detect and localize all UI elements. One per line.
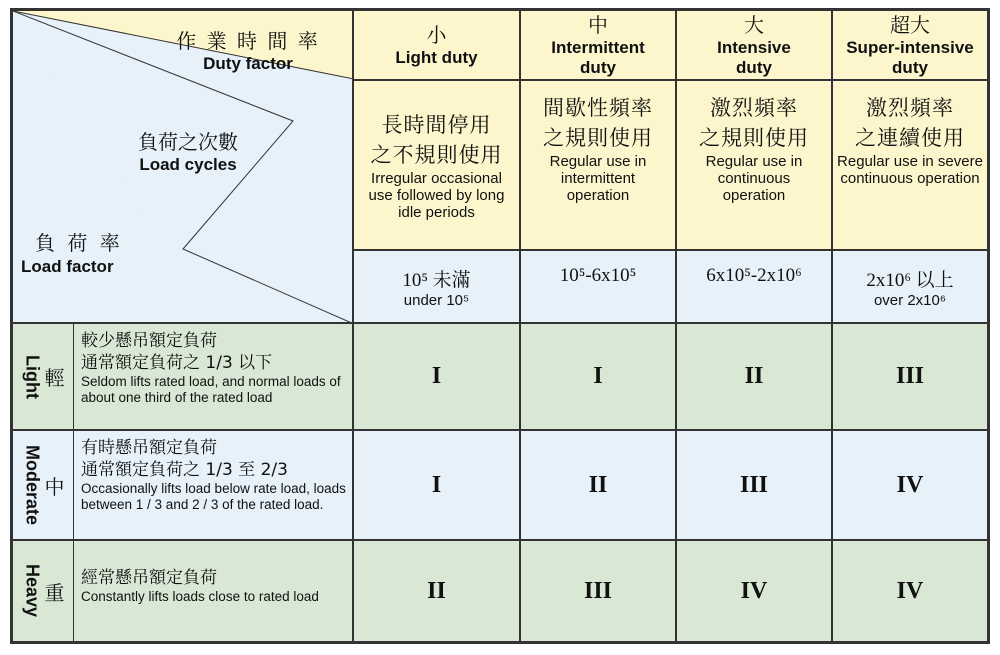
cycles-intermittent xyxy=(520,250,676,323)
col-header-light xyxy=(353,10,520,80)
row-desc-zh-1: 較少懸吊額定負荷 xyxy=(81,331,217,351)
desc-zh-2: 之不規則使用 xyxy=(370,142,503,167)
row-desc-zh-2: 通常額定負荷之 1/3 以下 xyxy=(81,353,273,373)
col-zh: 大 xyxy=(744,13,764,37)
row-label-zh: 重 xyxy=(44,580,65,605)
col-zh: 超大 xyxy=(890,13,930,37)
load-cycles-en: Load cycles xyxy=(139,155,237,174)
class-moderate-super-intensive: IV xyxy=(832,430,988,540)
row-label-zh: 輕 xyxy=(44,366,65,390)
cycles-light xyxy=(353,250,520,323)
desc-zh-1: 激烈頻率 xyxy=(866,96,954,120)
duty-classification-table xyxy=(10,8,990,644)
row-light-label xyxy=(12,323,353,430)
class-light-light: I xyxy=(353,323,520,430)
row-description xyxy=(81,437,348,513)
col-en: Light duty xyxy=(395,48,478,67)
col-header-intensive xyxy=(676,10,832,80)
col-en: Intensive duty xyxy=(717,38,791,77)
desc-zh-2: 之規則使用 xyxy=(543,126,653,150)
cycles-main: 10⁵-6x10⁵ xyxy=(559,265,637,286)
desc-en: Regular use in continuous operation xyxy=(705,153,803,204)
cycles-sub: under 10⁵ xyxy=(403,291,470,309)
row-category-cell xyxy=(13,431,74,539)
class-heavy-intensive: IV xyxy=(676,540,832,642)
row-desc-zh-2: 通常額定負荷之 1/3 至 2/3 xyxy=(81,460,288,480)
class-light-intermittent: I xyxy=(520,323,676,430)
desc-zh-1: 間歇性頻率 xyxy=(543,96,653,120)
row-category-cell xyxy=(13,324,74,429)
col-desc-super-intensive xyxy=(832,80,988,250)
col-header-intermittent xyxy=(520,10,676,80)
class-moderate-intensive: III xyxy=(676,430,832,540)
desc-zh-2: 之規則使用 xyxy=(699,126,809,150)
row-description xyxy=(81,330,348,406)
cycles-main: 2x10⁶ 以上 xyxy=(866,269,954,291)
desc-zh-2: 之連續使用 xyxy=(855,126,965,150)
cycles-main: 10⁵ 未滿 xyxy=(402,269,471,291)
class-light-super-intensive: III xyxy=(832,323,988,430)
duty-factor-en: Duty factor xyxy=(203,54,293,73)
cycles-main: 6x10⁵-2x10⁶ xyxy=(706,265,802,286)
desc-zh-1: 激烈頻率 xyxy=(710,96,798,120)
row-label-en: Moderate xyxy=(22,444,43,525)
cycles-sub: over 2x10⁶ xyxy=(873,291,947,309)
col-en: Intermittent duty xyxy=(551,38,645,77)
col-zh: 中 xyxy=(588,13,608,37)
col-en: Super-intensive duty xyxy=(846,38,974,77)
row-heavy-label xyxy=(12,540,353,642)
duty-factor-label xyxy=(163,25,333,74)
class-heavy-intermittent: III xyxy=(520,540,676,642)
cycles-intensive xyxy=(676,250,832,323)
duty-factor-zh: 作 業 時 間 率 xyxy=(176,29,320,53)
row-moderate-label xyxy=(12,430,353,540)
class-heavy-super-intensive: IV xyxy=(832,540,988,642)
class-moderate-intermittent: II xyxy=(520,430,676,540)
load-cycles-label xyxy=(118,129,258,175)
col-zh: 小 xyxy=(426,23,447,47)
row-label-en: Heavy xyxy=(22,564,43,618)
class-moderate-light: I xyxy=(353,430,520,540)
class-light-intensive: II xyxy=(676,323,832,430)
row-label-en: Light xyxy=(22,354,43,399)
load-factor-en: Load factor xyxy=(21,257,114,276)
desc-en: Regular use in severe continuous operation xyxy=(837,153,983,187)
desc-zh-1: 長時間停用 xyxy=(381,112,492,137)
row-desc-zh-1: 經常懸吊額定負荷 xyxy=(81,568,217,588)
col-desc-light xyxy=(353,80,520,250)
row-description xyxy=(81,567,348,605)
row-category-cell xyxy=(13,541,74,641)
load-factor-label xyxy=(21,229,151,277)
load-cycles-zh: 負荷之次數 xyxy=(138,130,238,154)
col-desc-intensive xyxy=(676,80,832,250)
col-desc-intermittent xyxy=(520,80,676,250)
load-factor-zh: 負 荷 率 xyxy=(35,231,123,255)
corner-header-cell xyxy=(12,10,353,323)
row-label-zh: 中 xyxy=(44,474,65,499)
row-desc-zh-1: 有時懸吊額定負荷 xyxy=(81,438,217,458)
cycles-super-intensive xyxy=(832,250,988,323)
row-desc-en: Constantly lifts loads close to rated load xyxy=(81,589,319,604)
desc-en: Irregular occasional use followed by long idle periods xyxy=(368,169,505,221)
col-header-super-intensive xyxy=(832,10,988,80)
desc-en: Regular use in intermittent operation xyxy=(549,153,647,204)
row-desc-en: Occasionally lifts load below rate load, loads between 1 / 3 and 2 / 3 of the rated load. xyxy=(81,481,346,512)
class-heavy-light: II xyxy=(353,540,520,642)
row-desc-en: Seldom lifts rated load, and normal loads of about one third of the rated load xyxy=(81,374,341,405)
